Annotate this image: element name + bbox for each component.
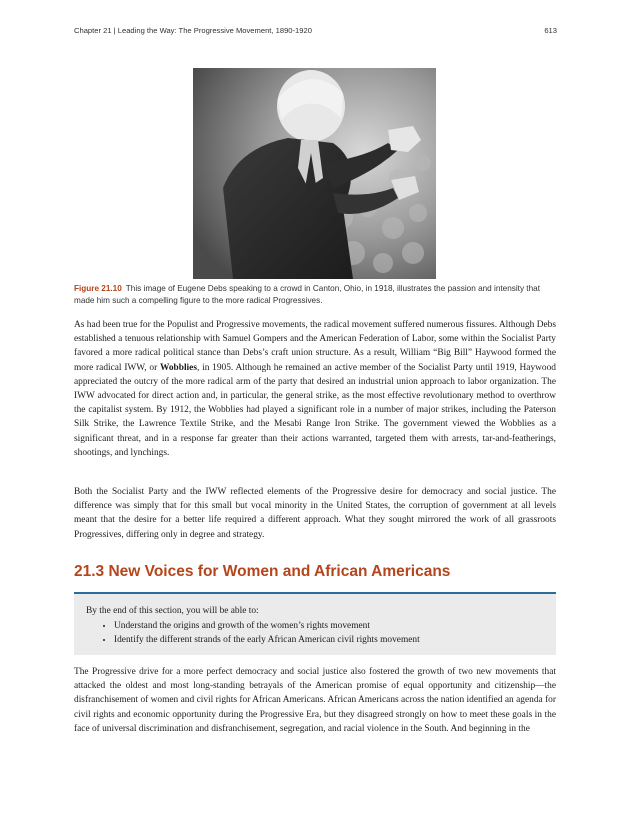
objectives-list <box>86 619 544 647</box>
section-title: 21.3 New Voices for Women and African Americans <box>74 563 451 580</box>
figure-caption-text: This image of Eugene Debs speaking to a crowd in Canton, Ohio, in 1918, illustrates the passion and intensity that made him such a compelling figure to the more radical Progressives. <box>74 284 540 305</box>
learning-objectives-box <box>74 592 556 655</box>
body-paragraph-2: Both the Socialist Party and the IWW reflected elements of the Progressive desire for democracy and social justice. The difference was simply that for this small but vocal minority in the United States, the corruption of government at all levels meant that the desire for a better life required a different approach. What they sought mirrored the work of all grassroots Progressives, differing only in degree and strategy. <box>74 487 556 540</box>
figure-caption <box>74 283 556 306</box>
body-paragraph-1 <box>74 318 556 460</box>
paragraph-1-text-a: As had been true for the Populist and Progressive movements, the radical movement suffered numerous fissures. Although Debs established a tenuous relationship with Samuel Gompers and the American Federation of Labor, some within the Socialist Party favored a more radical political stance than Debs’s craft union structure. As a result, William “Big Bill” Haywood formed the more radical IWW, or <box>74 320 556 373</box>
objective-item: • Understand the origins and growth of the women’s rights movement <box>114 619 544 633</box>
objectives-intro: By the end of this section, you will be able to: <box>86 606 259 616</box>
body-paragraph-3: The Progressive drive for a more perfect democracy and social justice also fostered the growth of two new movements that attacked the oldest and most long-standing betrayals of the American promise of equal opportunity and citizenship—the disfranchisement of women and civil rights for African Americans. African Americans across the nation identified an agenda for civil rights and economic opportunity during the Progressive Era, but they disagreed strongly on how to meet these goals in the face of universal discrimination and disfranchisement, segregation, and racial violence in the South. And beginning in the <box>74 667 556 734</box>
figure-label: Figure 21.10 <box>74 284 122 293</box>
chapter-title: Chapter 21 | Leading the Way: The Progressive Movement, 1890-1920 <box>74 26 312 35</box>
eugene-debs-photo-graphic <box>193 68 436 279</box>
eugene-debs-photo <box>193 68 436 279</box>
page-header <box>74 26 557 35</box>
objective-item: • Identify the different strands of the early African American civil rights movement <box>114 633 544 647</box>
page-number: 613 <box>544 26 557 35</box>
paragraph-1-text-b: , in 1905. Although he remained an active member of the Socialist Party until 1919, Haywood appreciated the outcry of the more radical arm of the party that desired an industrial union approach to labor organization. The IWW advocated for direct action and, in particular, the general strike, as the most effective revolutionary method to overthrow the capitalist system. By 1912, the Wobblies had played a significant role in a number of major strikes, including the Paterson Silk Strike, the Lawrence Textile Strike, and the Mesabi Range Iron Strike. The government viewed the Wobblies as a significant threat, and in a response far greater than their actions warranted, targeted them with arrests, tar-and-featherings, shootings, and lynchings. <box>74 362 556 458</box>
key-term-wobblies: Wobblies <box>159 362 197 373</box>
